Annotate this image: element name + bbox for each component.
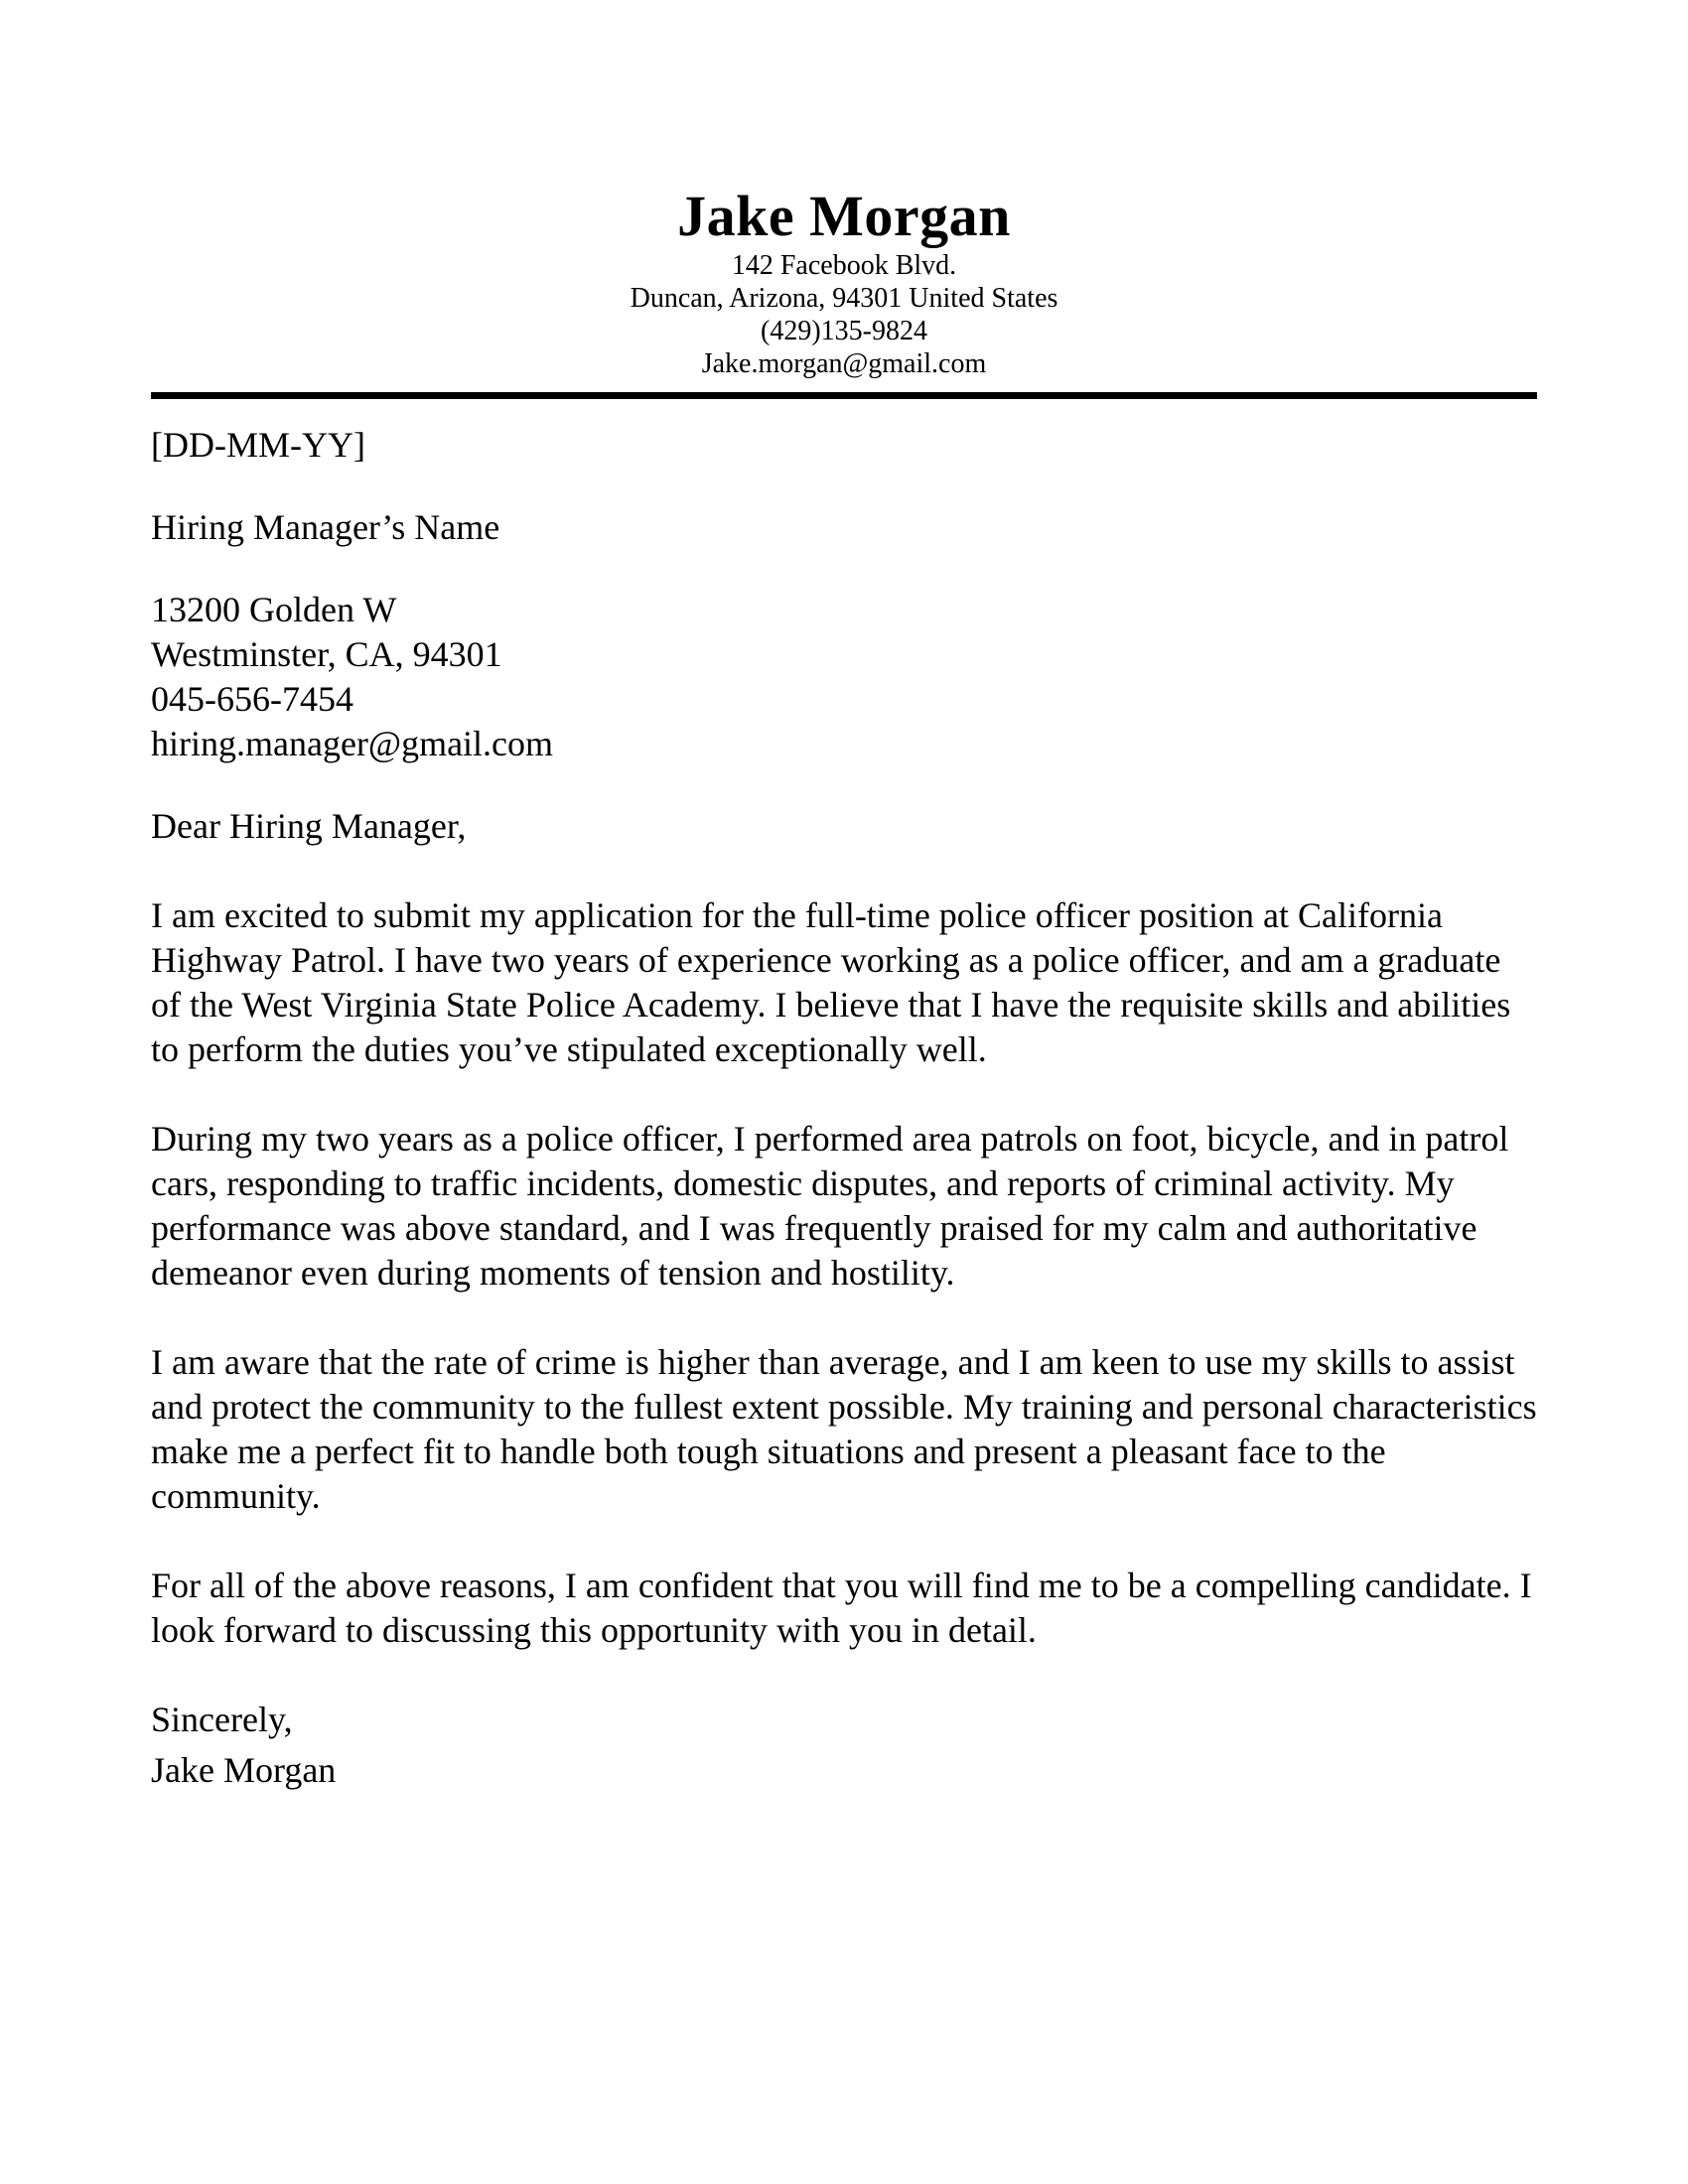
sender-address-line1: 142 Facebook Blvd. [731, 250, 957, 281]
recipient-name: Hiring Manager’s Name [151, 507, 500, 547]
sender-email: Jake.morgan@gmail.com [701, 348, 987, 379]
sender-phone: (429)135-9824 [761, 316, 927, 346]
letter-body [151, 423, 1537, 1793]
salutation: Dear Hiring Manager, [151, 806, 467, 846]
body-paragraph-4: For all of the above reasons, I am confident that you will find me to be a compelling candidate. I look forward to discussing this opportunity with you in detail. [151, 1566, 1532, 1650]
recipient-phone: 045-656-7454 [151, 679, 353, 719]
body-paragraph-3: I am aware that the rate of crime is higher than average, and I am keen to use my skills to assist and protect the community to the fullest extent possible. My training and personal characteristics make me a perfect fit to handle both tough situations and present a pleasant face to the community. [151, 1342, 1537, 1516]
valediction: Sincerely, [151, 1700, 293, 1739]
recipient-address-block [151, 588, 1537, 766]
date-placeholder: [DD-MM-YY] [151, 425, 365, 465]
sender-address-line2: Duncan, Arizona, 94301 United States [630, 283, 1058, 314]
letter-header [151, 184, 1537, 380]
recipient-email: hiring.manager@gmail.com [151, 724, 554, 763]
body-paragraph-1: I am excited to submit my application for the full-time police officer position at California Highway Patrol. I have two years of experience working as a police officer, and am a graduate of the West Virginia State Police Academy. I believe that I have the requisite skills and abilities to perform the duties you’ve stipulated exceptionally well. [151, 895, 1511, 1069]
sender-contact-block [151, 249, 1537, 380]
header-divider-rule [151, 392, 1537, 399]
recipient-address-line1: 13200 Golden W [151, 590, 397, 629]
body-paragraph-2: During my two years as a police officer, I performed area patrols on foot, bicycle, and in patrol cars, responding to traffic incidents, domestic disputes, and reports of criminal activity. My performance was above standard, and I was frequently praised for my calm and authoritative demeanor even during moments of tension and hostility. [151, 1119, 1509, 1293]
signature-name: Jake Morgan [151, 1750, 337, 1790]
sender-name: Jake Morgan [677, 184, 1011, 248]
recipient-address-line2: Westminster, CA, 94301 [151, 634, 502, 674]
